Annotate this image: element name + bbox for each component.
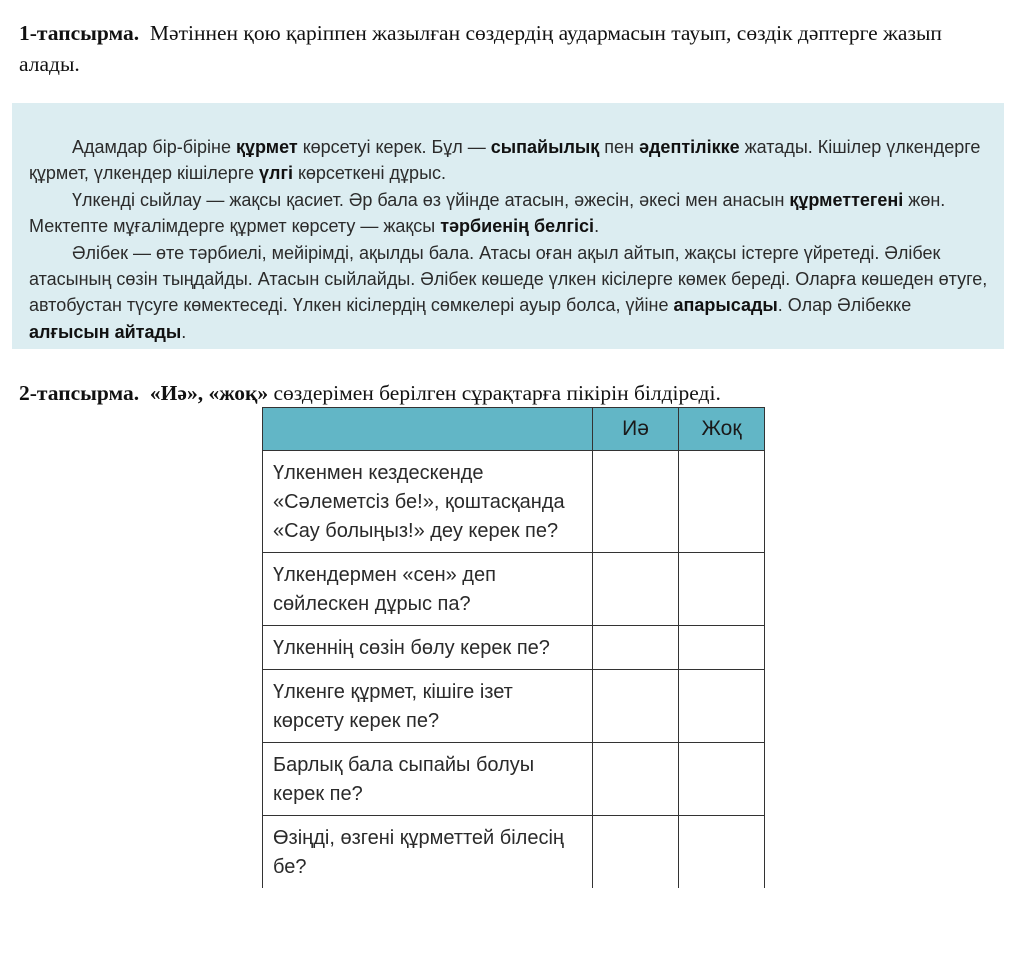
yes-answer-cell[interactable] bbox=[593, 451, 679, 553]
task-2-quoted-words: «Иә», «жоқ» bbox=[149, 381, 269, 405]
text-run: жатады. Кішілер үлкендерге құрмет, үлкендер кішілерге bbox=[29, 137, 981, 184]
yes-answer-cell[interactable] bbox=[593, 670, 679, 743]
bold-word: құрмет bbox=[236, 137, 298, 157]
yes-answer-cell[interactable] bbox=[593, 626, 679, 670]
no-answer-cell[interactable] bbox=[679, 670, 765, 743]
table-row bbox=[263, 451, 765, 553]
no-answer-cell[interactable] bbox=[679, 626, 765, 670]
task-1 bbox=[19, 18, 1004, 80]
question-cell: Өзіңді, өзгені құрметтей білесің бе? bbox=[263, 816, 593, 889]
passage-paragraph-1 bbox=[29, 134, 989, 187]
table-header-row bbox=[263, 408, 765, 451]
header-no: Жоқ bbox=[679, 408, 765, 451]
reading-passage bbox=[12, 103, 1004, 349]
text-run: . bbox=[594, 216, 600, 237]
text-run: көрсеткені дұрыс. bbox=[292, 163, 447, 184]
table-row bbox=[263, 553, 765, 626]
text-run: . bbox=[181, 321, 187, 342]
question-cell: Үлкенге құрмет, кішіге ізет көрсету керек пе? bbox=[263, 670, 593, 743]
text-run: . Олар Әлібекке bbox=[777, 295, 912, 316]
passage-paragraph-2 bbox=[29, 187, 989, 240]
text-run: Үлкенді сыйлау — жақсы қасиет. Әр бала өз үйінде атасын, әжесін, әкесі мен анасын bbox=[72, 189, 790, 210]
question-cell: Үлкеннің сөзін бөлу керек пе? bbox=[263, 626, 593, 670]
task-2-instruction: сөздерімен берілген сұрақтарға пікірін білдіреді. bbox=[268, 381, 721, 405]
table-row bbox=[263, 816, 765, 889]
task-1-instruction: Мәтіннен қою қаріппен жазылған сөздердің аудармасын тауып, сөздік дәптерге жазып алады. bbox=[19, 21, 942, 76]
question-cell: Үлкенмен кездескенде «Сәлеметсіз бе!», қоштасқанда «Сау болыңыз!» деу керек пе? bbox=[263, 451, 593, 553]
bold-word: алғысын айтады bbox=[29, 321, 182, 342]
no-answer-cell[interactable] bbox=[679, 816, 765, 889]
bold-word: апарысады bbox=[673, 295, 778, 316]
bold-word: құрметтегені bbox=[789, 189, 904, 210]
task-1-label: 1-тапсырма. bbox=[19, 21, 140, 45]
table-row bbox=[263, 743, 765, 816]
yes-no-table bbox=[262, 407, 765, 888]
bold-word: үлгі bbox=[259, 163, 293, 184]
yes-answer-cell[interactable] bbox=[593, 743, 679, 816]
yes-answer-cell[interactable] bbox=[593, 816, 679, 889]
passage-paragraph-3 bbox=[29, 240, 989, 346]
table-row bbox=[263, 626, 765, 670]
text-run: пен bbox=[599, 137, 639, 157]
bold-word: тәрбиенің белгісі bbox=[440, 216, 595, 237]
header-question bbox=[263, 408, 593, 451]
no-answer-cell[interactable] bbox=[679, 743, 765, 816]
text-run: көрсетуі керек. Бұл — bbox=[297, 137, 491, 157]
yes-answer-cell[interactable] bbox=[593, 553, 679, 626]
text-run: жөн. Мектепте мұғалімдерге құрмет көрсету — жақсы bbox=[29, 189, 946, 237]
question-cell: Үлкендермен «сен» деп сөйлескен дұрыс па? bbox=[263, 553, 593, 626]
bold-word: әдептілікке bbox=[639, 137, 740, 157]
header-yes: Иә bbox=[593, 408, 679, 451]
task-2 bbox=[19, 378, 1004, 408]
text-run: Әлібек — өте тәрбиелі, мейірімді, ақылды бала. Атасы оған ақыл айтып, жақсы істерге үйретеді. Әлібек атасының сөзін тыңдайды. Атасын сыйлайды. Әлібек көшеде үлкен кісілерге көмек береді. Оларға көшеден өтуге, автобустан түсуге көмектеседі. Үлкен кісілердің сөмкелері ауыр болса, үйіне bbox=[29, 242, 988, 316]
question-cell: Барлық бала сыпайы болуы керек пе? bbox=[263, 743, 593, 816]
table-row bbox=[263, 670, 765, 743]
no-answer-cell[interactable] bbox=[679, 451, 765, 553]
task-2-label: 2-тапсырма. bbox=[19, 381, 140, 405]
text-run: Адамдар бір-біріне bbox=[72, 137, 237, 157]
bold-word: сыпайылық bbox=[490, 137, 600, 157]
no-answer-cell[interactable] bbox=[679, 553, 765, 626]
